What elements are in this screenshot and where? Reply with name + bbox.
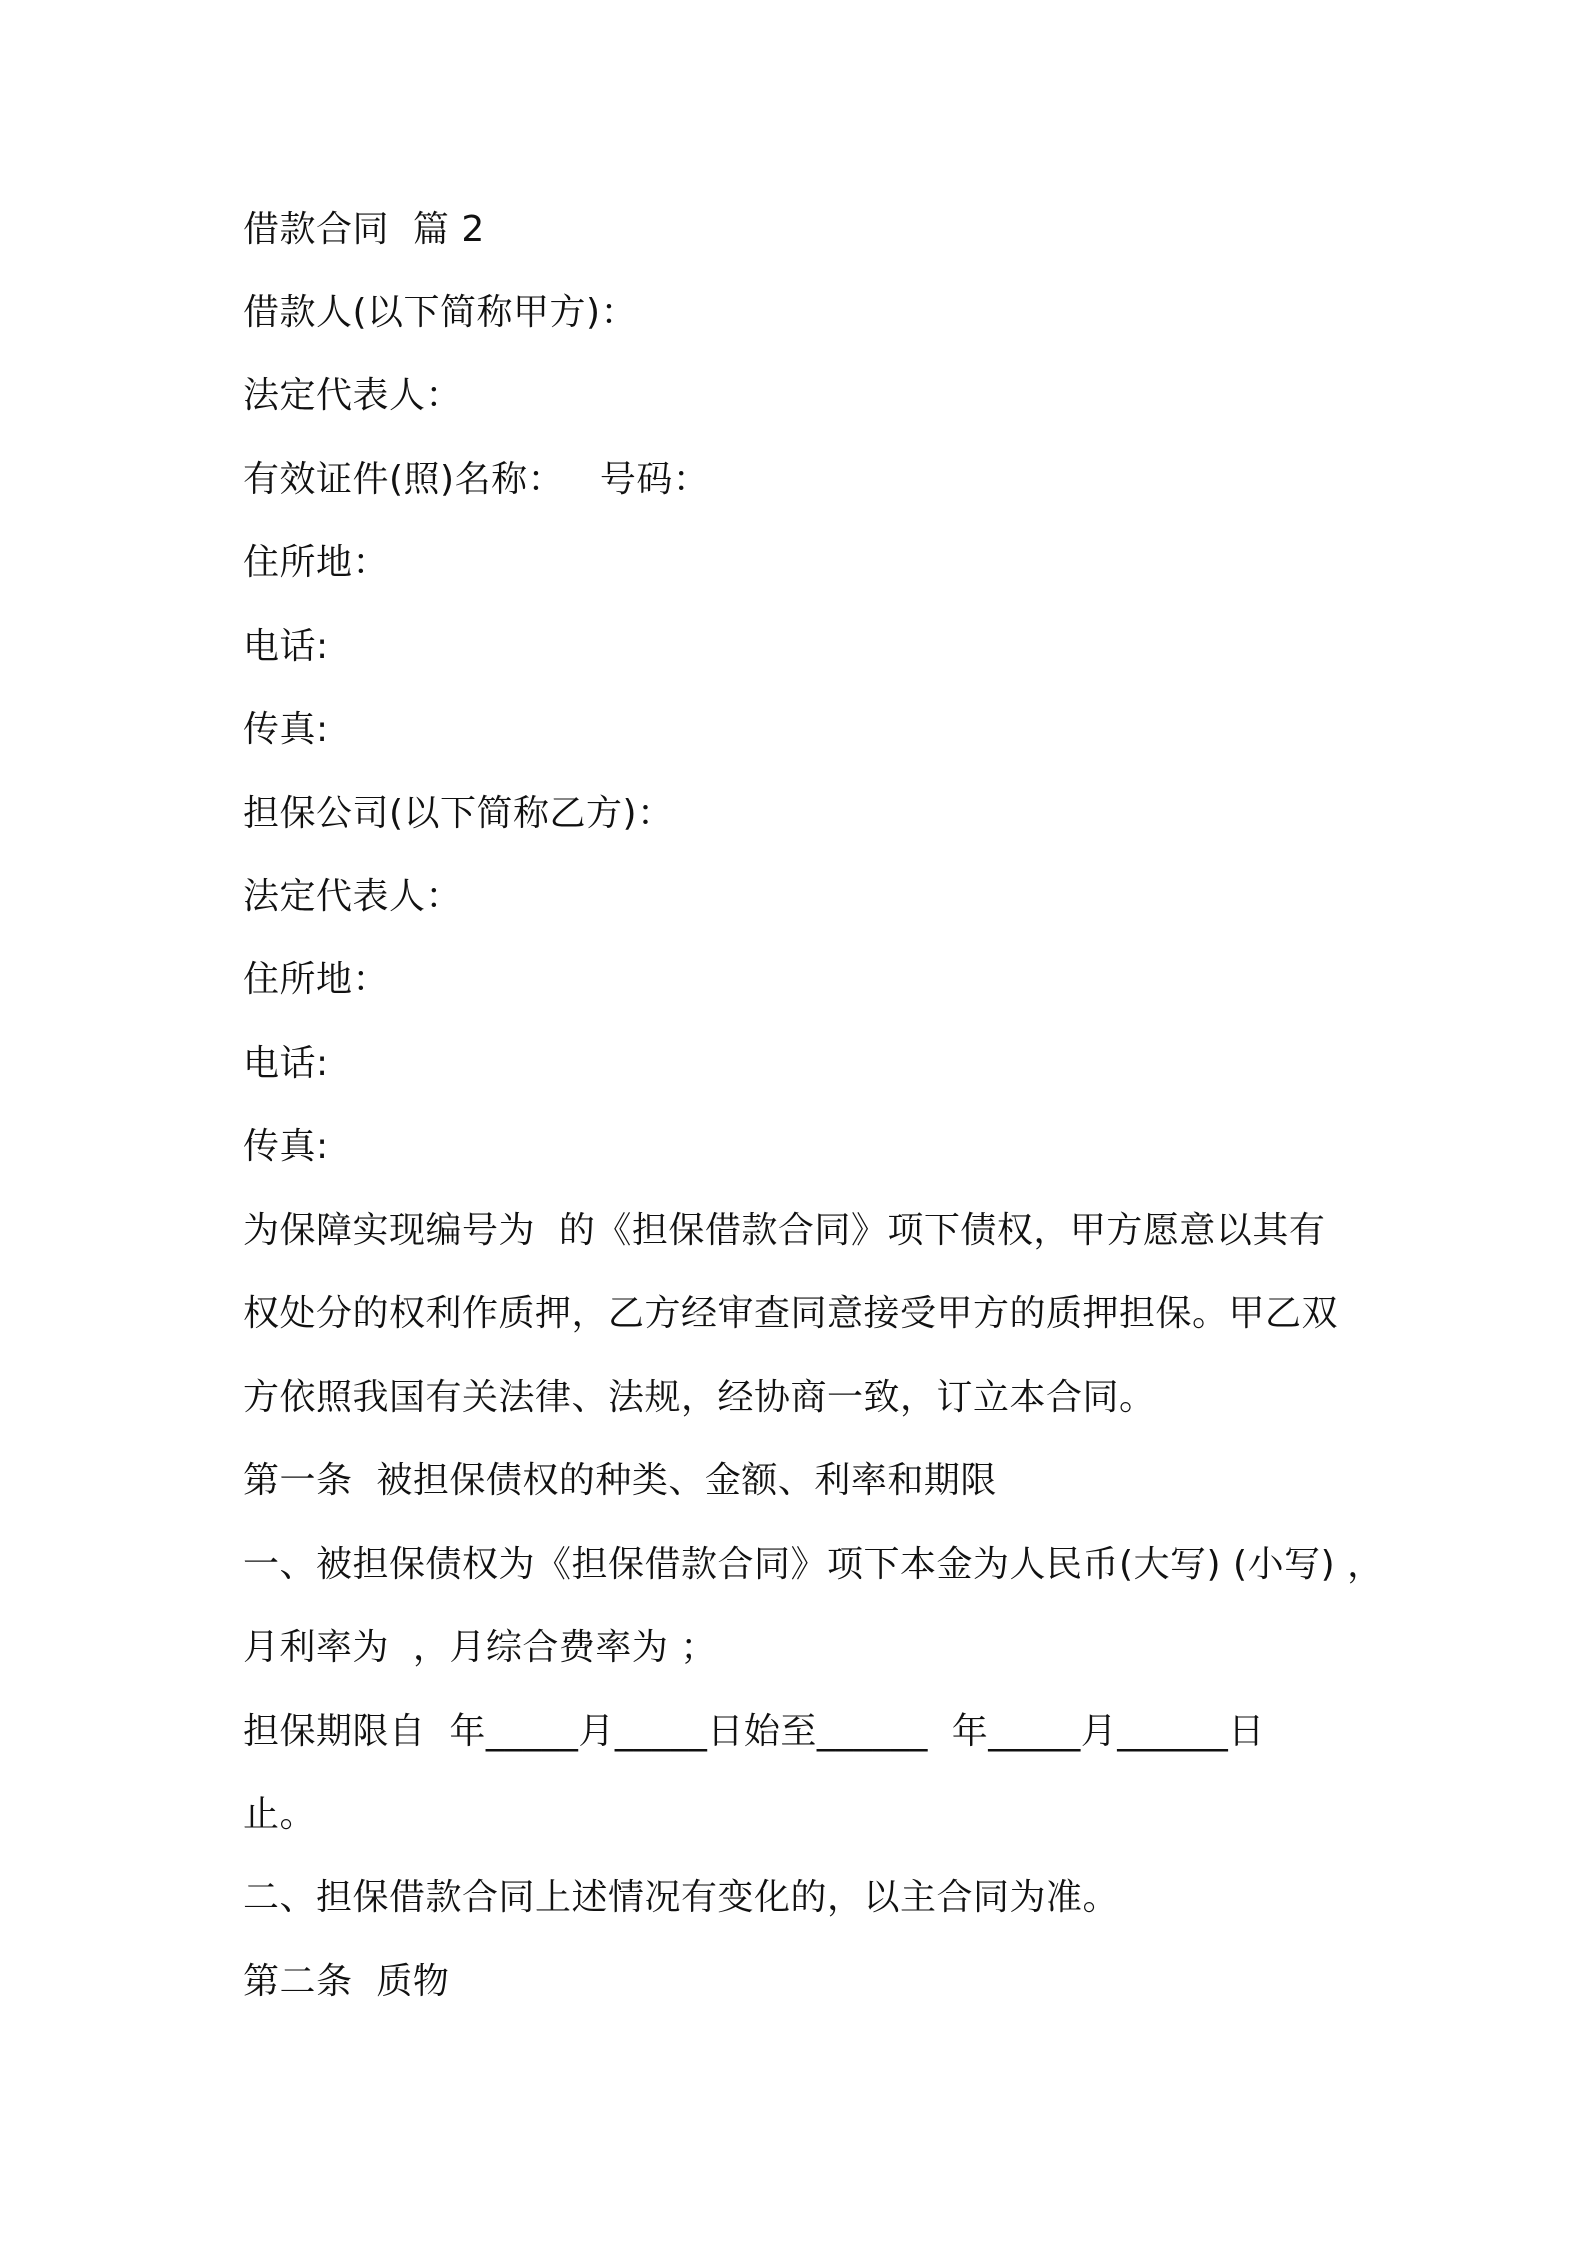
guarantee-term-line: 担保期限自 年_____月_____日始至______ 年_____月______日 — [243, 1711, 1265, 1752]
preamble-line-1: 为保障实现编号为 的《担保借款合同》项下债权，甲方愿意以其有 — [243, 1210, 1326, 1251]
article-1-rate-line: 月利率为 ，月综合费率为 ； — [243, 1627, 717, 1668]
article-1-clause-1: 一、被担保债权为《担保借款合同》项下本金为人民币(大写) (小写) ， — [243, 1544, 1384, 1585]
address-label-b: 住所地： — [243, 959, 390, 1000]
legal-rep-label-b: 法定代表人： — [243, 876, 463, 917]
legal-rep-label-a: 法定代表人： — [243, 375, 463, 416]
article-1-heading: 第一条 被担保债权的种类、金额、利率和期限 — [243, 1460, 997, 1501]
contract-title: 借款合同 篇 2 — [243, 209, 485, 250]
guarantee-term-end: 止。 — [243, 1794, 317, 1835]
phone-label-a: 电话: — [243, 626, 329, 667]
fax-label-a: 传真: — [243, 709, 329, 750]
phone-label-b: 电话: — [243, 1043, 329, 1084]
article-2-heading: 第二条 质物 — [243, 1961, 450, 2002]
preamble-line-3: 方依照我国有关法律、法规，经协商一致，订立本合同。 — [243, 1377, 1156, 1418]
address-label-a: 住所地： — [243, 542, 390, 583]
article-1-clause-2: 二、担保借款合同上述情况有变化的，以主合同为准。 — [243, 1877, 1120, 1918]
preamble-line-2: 权处分的权利作质押，乙方经审查同意接受甲方的质押担保。甲乙双 — [243, 1293, 1339, 1334]
guarantor-label: 担保公司(以下简称乙方)： — [243, 793, 674, 834]
fax-label-b: 传真: — [243, 1126, 329, 1167]
borrower-label: 借款人(以下简称甲方)： — [243, 292, 638, 333]
id-document-label: 有效证件(照)名称： 号码： — [243, 459, 710, 500]
